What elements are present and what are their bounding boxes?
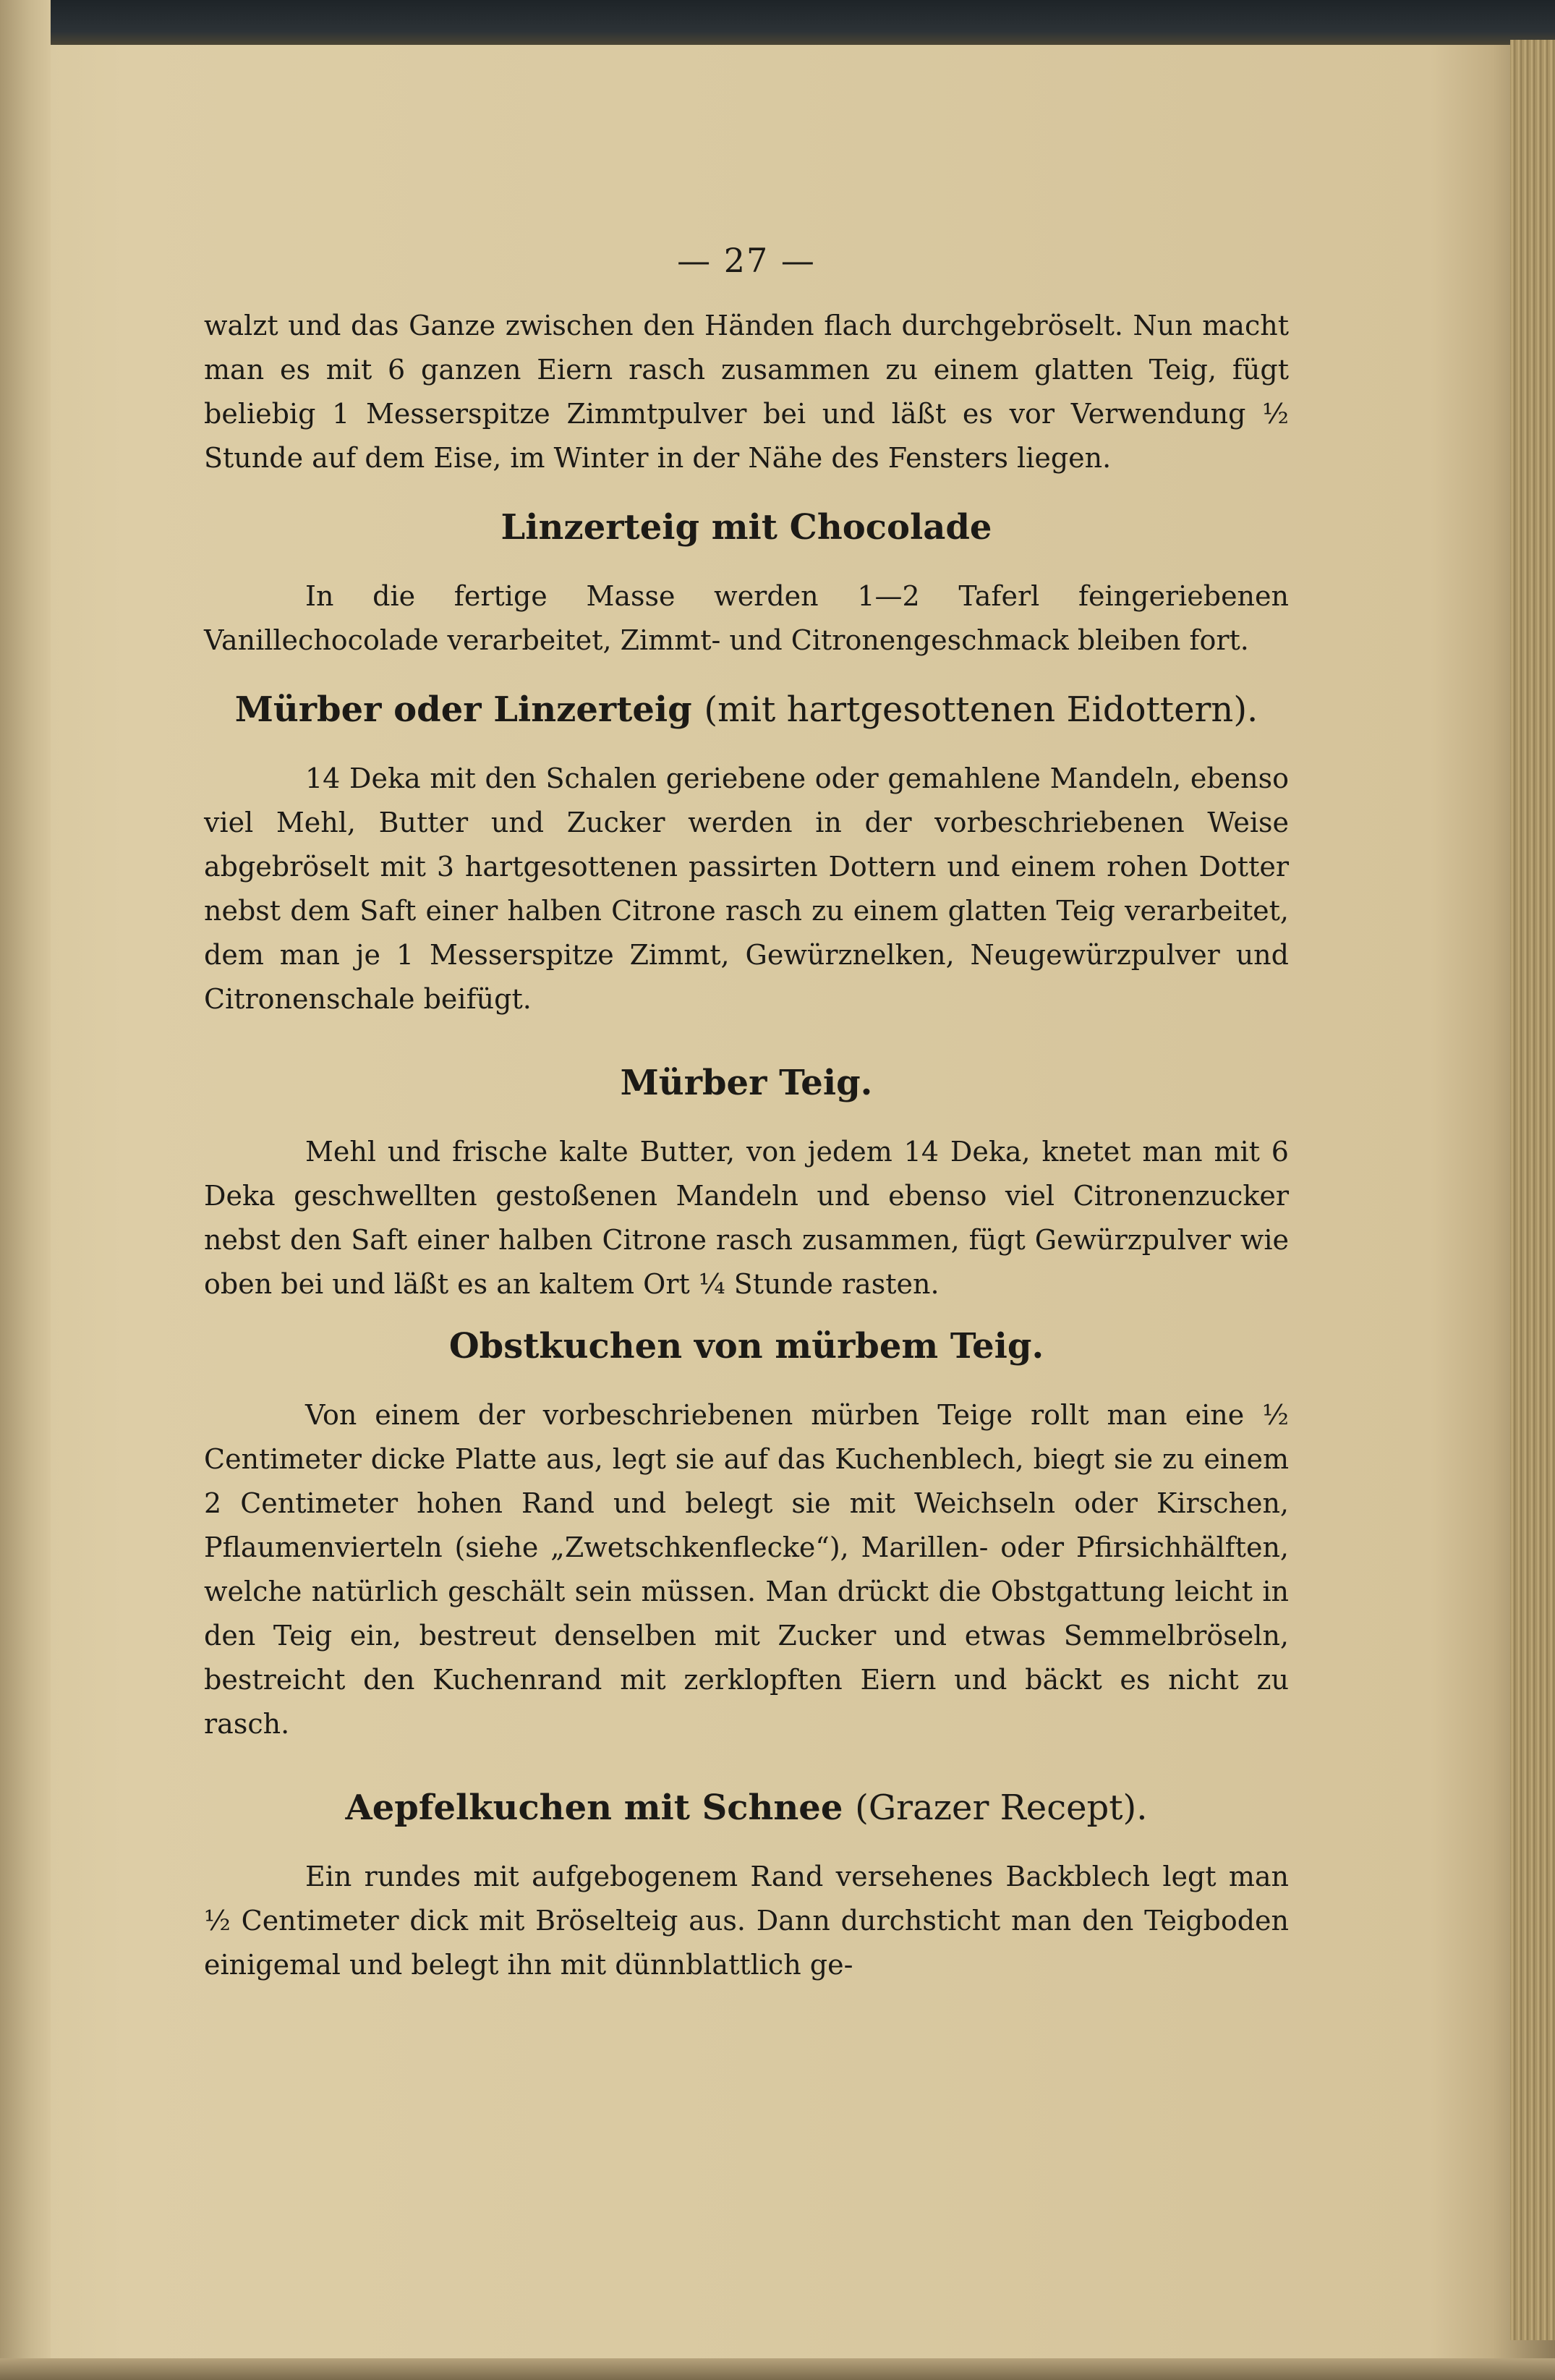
heading-linzerteig-chocolade [204, 502, 1289, 553]
book-cover-edge [0, 0, 1555, 45]
page-number: — 27 — [677, 241, 816, 280]
paragraph-obstkuchen: Von einem der vorbeschriebenen mürben Teige rollt man eine ½ Centimeter dicke Platte aus, legt sie auf das Kuchenblech, biegt sie zu einem 2 Centimeter hohen Rand und belegt sie mit Weichseln oder Kirschen, Pflaumenvierteln (siehe „Zwetschkenflecke“), Marillen- oder Pfirsichhälften, welche natürlich geschält sein müssen. Man drückt die Obstgattung leicht in den Teig ein, bestreut denselben mit Zucker und etwas Semmelbröseln, bestreicht den Kuchenrand mit zerklopften Eiern und bäckt es nicht zu rasch. [204, 1399, 1289, 1740]
text-column [204, 231, 1289, 1987]
heading-title: Linzerteig mit Chocolade [500, 507, 992, 548]
paragraph-linzerteig-chocolade: In die fertige Masse werden 1—2 Taferl feingeriebenen Vanillechocolade verarbeitet, Zimmt- und Citronengeschmack bleiben fort. [204, 580, 1289, 656]
heading-title: Aepfelkuchen mit Schnee [345, 1788, 843, 1828]
page-edges [1510, 40, 1555, 2340]
heading-subtitle: (Grazer Recept). [855, 1788, 1148, 1828]
heading-obstkuchen [204, 1321, 1289, 1372]
paragraph-continuation: walzt und das Ganze zwischen den Händen flach durchgebröselt. Nun macht man es mit 6 ganzen Eiern rasch zusammen zu einem glatten Teig, fügt beliebig 1 Messerspitze Zimmtpulver bei und läßt es vor Verwendung ½ Stunde auf dem Eise, im Winter in der Nähe des Fensters liegen. [204, 310, 1289, 474]
paragraph-muerber-linzerteig: 14 Deka mit den Schalen geriebene oder gemahlene Mandeln, ebenso viel Mehl, Butter und Zucker werden in der vorbeschriebenen Weise abgebröselt mit 3 hartgesottenen passirten Dottern und einem rohen Dotter nebst dem Saft einer halben Citrone rasch zu einem glatten Teig verarbeitet, dem man je 1 Messerspitze Zimmt, Gewürznelken, Neugewürzpulver und Citronenschale beifügt. [204, 762, 1289, 1015]
page-gutter [0, 0, 51, 2380]
heading-subtitle: (mit hartgesottenen Eidottern). [704, 689, 1258, 730]
heading-title: Mürber Teig. [620, 1063, 873, 1103]
page-bottom-edge [0, 2358, 1555, 2380]
heading-muerber-teig [204, 1058, 1289, 1108]
heading-aepfelkuchen [204, 1782, 1289, 1833]
paragraph-muerber-teig: Mehl und frische kalte Butter, von jedem 14 Deka, knetet man mit 6 Deka geschwellten gestoßenen Mandeln und ebenso viel Citronenzucker nebst den Saft einer halben Citrone rasch zusammen, fügt Gewürzpulver wie oben bei und läßt es an kaltem Ort ¼ Stunde rasten. [204, 1136, 1289, 1300]
heading-title: Obstkuchen von mürbem Teig. [448, 1326, 1044, 1367]
heading-muerber-linzerteig [204, 684, 1289, 735]
paragraph-aepfelkuchen: Ein rundes mit aufgebogenem Rand versehenes Backblech legt man ½ Centimeter dick mit Bröselteig aus. Dann durchsticht man den Teigboden einigemal und belegt ihn mit dünnblattlich ge- [204, 1861, 1289, 1981]
heading-title: Mürber oder Linzerteig [234, 689, 692, 730]
